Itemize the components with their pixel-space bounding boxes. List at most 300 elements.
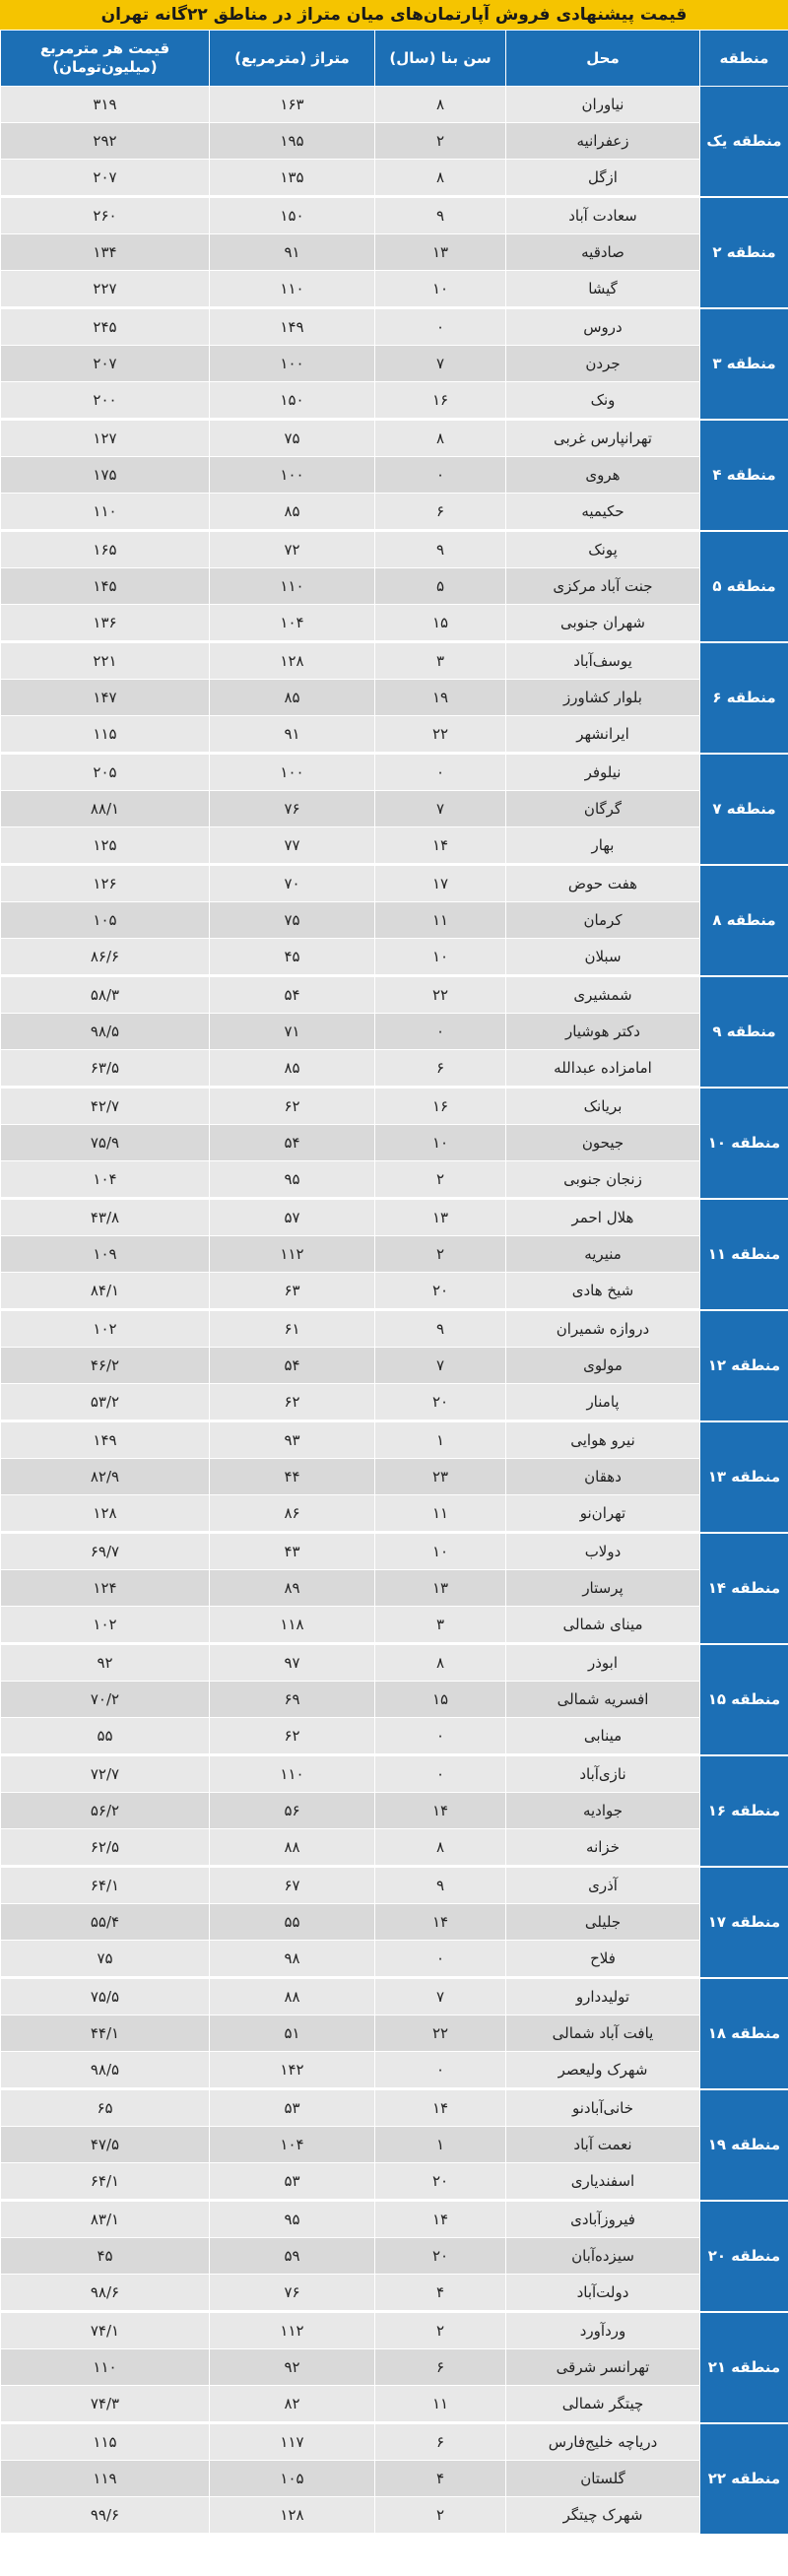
price-cell: ۱۲۴ bbox=[1, 1570, 210, 1607]
table-row bbox=[1, 87, 788, 123]
price-cell: ۷۰/۲ bbox=[1, 1682, 210, 1718]
place-cell: منیریه bbox=[506, 1236, 700, 1273]
place-cell: جنت آباد مرکزی bbox=[506, 568, 700, 605]
table-row bbox=[1, 1793, 788, 1829]
area-cell: ۵۹ bbox=[210, 2238, 375, 2275]
price-cell: ۵۳/۲ bbox=[1, 1384, 210, 1421]
age-cell: ۶ bbox=[375, 2423, 506, 2461]
place-cell: نیلوفر bbox=[506, 754, 700, 791]
area-cell: ۸۹ bbox=[210, 1570, 375, 1607]
price-cell: ۲۰۵ bbox=[1, 754, 210, 791]
place-cell: ونک bbox=[506, 382, 700, 420]
page-title: قیمت پیشنهادی فروش آپارتمان‌های میان متراژ در مناطق ۲۲گانه تهران bbox=[0, 0, 788, 30]
price-cell: ۱۱۵ bbox=[1, 2423, 210, 2461]
region-cell: منطقه ۲۰ bbox=[700, 2201, 788, 2312]
place-cell: خزانه bbox=[506, 1829, 700, 1867]
area-cell: ۶۷ bbox=[210, 1867, 375, 1904]
age-cell: ۲ bbox=[375, 1236, 506, 1273]
table-row bbox=[1, 2386, 788, 2423]
table-row bbox=[1, 827, 788, 865]
region-cell: منطقه یک bbox=[700, 87, 788, 197]
table-row bbox=[1, 754, 788, 791]
table-row bbox=[1, 2127, 788, 2163]
region-cell: منطقه ۱۷ bbox=[700, 1867, 788, 1978]
table-row bbox=[1, 1273, 788, 1310]
header-price-line2: (میلیون‌تومان) bbox=[52, 58, 158, 76]
area-cell: ۵۳ bbox=[210, 2089, 375, 2127]
price-cell: ۶۳/۵ bbox=[1, 1050, 210, 1088]
price-cell: ۹۲ bbox=[1, 1644, 210, 1682]
price-cell: ۷۲/۷ bbox=[1, 1755, 210, 1793]
place-cell: شیخ هادی bbox=[506, 1273, 700, 1310]
price-cell: ۵۵ bbox=[1, 1718, 210, 1755]
table-row bbox=[1, 2497, 788, 2535]
price-cell: ۲۲۷ bbox=[1, 271, 210, 308]
price-cell: ۱۰۲ bbox=[1, 1607, 210, 1644]
age-cell: ۸ bbox=[375, 160, 506, 197]
area-cell: ۵۳ bbox=[210, 2163, 375, 2201]
age-cell: ۱۰ bbox=[375, 939, 506, 976]
place-cell: دروازه شمیران bbox=[506, 1310, 700, 1348]
place-cell: وردآورد bbox=[506, 2312, 700, 2349]
age-cell: ۰ bbox=[375, 308, 506, 346]
price-cell: ۱۴۵ bbox=[1, 568, 210, 605]
place-cell: جردن bbox=[506, 346, 700, 382]
table-row bbox=[1, 976, 788, 1014]
price-cell: ۱۲۸ bbox=[1, 1495, 210, 1533]
region-cell: منطقه ۱۸ bbox=[700, 1978, 788, 2089]
region-cell: منطقه ۱۳ bbox=[700, 1421, 788, 1533]
price-cell: ۴۷/۵ bbox=[1, 2127, 210, 2163]
table-row bbox=[1, 1755, 788, 1793]
table-row bbox=[1, 1125, 788, 1161]
place-cell: زنجان جنوبی bbox=[506, 1161, 700, 1199]
place-cell: صادقیه bbox=[506, 234, 700, 271]
place-cell: دولاب bbox=[506, 1533, 700, 1570]
place-cell: جلیلی bbox=[506, 1904, 700, 1941]
table-row bbox=[1, 382, 788, 420]
table-row bbox=[1, 1014, 788, 1050]
place-cell: دهقان bbox=[506, 1459, 700, 1495]
area-cell: ۱۱۰ bbox=[210, 568, 375, 605]
place-cell: دکتر هوشیار bbox=[506, 1014, 700, 1050]
table-header-row bbox=[1, 31, 788, 87]
table-row bbox=[1, 1867, 788, 1904]
area-cell: ۷۶ bbox=[210, 791, 375, 827]
region-cell: منطقه ۲۱ bbox=[700, 2312, 788, 2423]
price-cell: ۱۲۷ bbox=[1, 420, 210, 457]
price-cell: ۶۵ bbox=[1, 2089, 210, 2127]
place-cell: امامزاده عبدالله bbox=[506, 1050, 700, 1088]
header-price-line1: قیمت هر مترمربع bbox=[39, 39, 170, 57]
age-cell: ۵ bbox=[375, 568, 506, 605]
age-cell: ۰ bbox=[375, 1941, 506, 1978]
place-cell: شمشیری bbox=[506, 976, 700, 1014]
area-cell: ۱۱۲ bbox=[210, 2312, 375, 2349]
age-cell: ۲ bbox=[375, 123, 506, 160]
area-cell: ۶۳ bbox=[210, 1273, 375, 1310]
age-cell: ۲۰ bbox=[375, 1384, 506, 1421]
area-cell: ۱۱۰ bbox=[210, 271, 375, 308]
area-cell: ۱۱۷ bbox=[210, 2423, 375, 2461]
age-cell: ۱۶ bbox=[375, 382, 506, 420]
table-body bbox=[1, 87, 788, 2535]
price-cell: ۲۰۷ bbox=[1, 160, 210, 197]
region-cell: منطقه ۲۲ bbox=[700, 2423, 788, 2535]
age-cell: ۱۴ bbox=[375, 1904, 506, 1941]
price-cell: ۱۳۴ bbox=[1, 234, 210, 271]
header-area: متراژ (مترمربع) bbox=[210, 31, 375, 87]
region-cell: منطقه ۱۶ bbox=[700, 1755, 788, 1867]
place-cell: یوسف‌آباد bbox=[506, 642, 700, 680]
area-cell: ۹۷ bbox=[210, 1644, 375, 1682]
price-cell: ۹۸/۶ bbox=[1, 2275, 210, 2312]
region-cell: منطقه ۱۰ bbox=[700, 1088, 788, 1199]
age-cell: ۲ bbox=[375, 2497, 506, 2535]
age-cell: ۲۰ bbox=[375, 2163, 506, 2201]
region-cell: منطقه ۲ bbox=[700, 197, 788, 308]
place-cell: ایرانشهر bbox=[506, 716, 700, 754]
age-cell: ۱۷ bbox=[375, 865, 506, 902]
area-cell: ۷۱ bbox=[210, 1014, 375, 1050]
area-cell: ۱۱۰ bbox=[210, 1755, 375, 1793]
place-cell: آذری bbox=[506, 1867, 700, 1904]
table-row bbox=[1, 2349, 788, 2386]
price-cell: ۸۴/۱ bbox=[1, 1273, 210, 1310]
table-row bbox=[1, 2201, 788, 2238]
age-cell: ۲۲ bbox=[375, 716, 506, 754]
area-cell: ۱۰۰ bbox=[210, 754, 375, 791]
area-cell: ۱۶۳ bbox=[210, 87, 375, 123]
age-cell: ۱ bbox=[375, 2127, 506, 2163]
area-cell: ۱۲۸ bbox=[210, 2497, 375, 2535]
table-row bbox=[1, 308, 788, 346]
table-row bbox=[1, 1533, 788, 1570]
price-cell: ۱۱۰ bbox=[1, 494, 210, 531]
place-cell: ازگل bbox=[506, 160, 700, 197]
price-cell: ۷۵/۵ bbox=[1, 1978, 210, 2015]
table-row bbox=[1, 1644, 788, 1682]
table-row bbox=[1, 1236, 788, 1273]
price-cell: ۱۲۶ bbox=[1, 865, 210, 902]
price-cell: ۳۱۹ bbox=[1, 87, 210, 123]
age-cell: ۹ bbox=[375, 531, 506, 568]
area-cell: ۵۱ bbox=[210, 2015, 375, 2052]
header-price bbox=[1, 31, 210, 87]
table-row bbox=[1, 2423, 788, 2461]
area-cell: ۷۲ bbox=[210, 531, 375, 568]
age-cell: ۶ bbox=[375, 1050, 506, 1088]
age-cell: ۶ bbox=[375, 2349, 506, 2386]
table-row bbox=[1, 605, 788, 642]
area-cell: ۹۸ bbox=[210, 1941, 375, 1978]
age-cell: ۲ bbox=[375, 2312, 506, 2349]
area-cell: ۱۰۰ bbox=[210, 346, 375, 382]
area-cell: ۹۱ bbox=[210, 234, 375, 271]
age-cell: ۱۴ bbox=[375, 827, 506, 865]
place-cell: دولت‌آباد bbox=[506, 2275, 700, 2312]
age-cell: ۴ bbox=[375, 2275, 506, 2312]
region-cell: منطقه ۱۵ bbox=[700, 1644, 788, 1755]
age-cell: ۱۰ bbox=[375, 1533, 506, 1570]
price-cell: ۸۶/۶ bbox=[1, 939, 210, 976]
price-cell: ۷۴/۳ bbox=[1, 2386, 210, 2423]
place-cell: شهرک ولیعصر bbox=[506, 2052, 700, 2089]
place-cell: پونک bbox=[506, 531, 700, 568]
area-cell: ۱۳۵ bbox=[210, 160, 375, 197]
age-cell: ۰ bbox=[375, 754, 506, 791]
age-cell: ۲ bbox=[375, 1161, 506, 1199]
price-cell: ۴۳/۸ bbox=[1, 1199, 210, 1236]
age-cell: ۰ bbox=[375, 1014, 506, 1050]
price-cell: ۶۴/۱ bbox=[1, 2163, 210, 2201]
table-row bbox=[1, 1941, 788, 1978]
price-cell: ۱۰۴ bbox=[1, 1161, 210, 1199]
area-cell: ۶۲ bbox=[210, 1088, 375, 1125]
area-cell: ۶۲ bbox=[210, 1718, 375, 1755]
table-row bbox=[1, 531, 788, 568]
place-cell: سعادت آباد bbox=[506, 197, 700, 234]
area-cell: ۱۴۲ bbox=[210, 2052, 375, 2089]
price-cell: ۵۵/۴ bbox=[1, 1904, 210, 1941]
age-cell: ۷ bbox=[375, 791, 506, 827]
table-row bbox=[1, 2163, 788, 2201]
place-cell: فیروزآبادی bbox=[506, 2201, 700, 2238]
table-row bbox=[1, 2015, 788, 2052]
age-cell: ۷ bbox=[375, 1348, 506, 1384]
place-cell: بهار bbox=[506, 827, 700, 865]
table-row bbox=[1, 2461, 788, 2497]
price-cell: ۱۷۵ bbox=[1, 457, 210, 494]
region-cell: منطقه ۶ bbox=[700, 642, 788, 754]
price-cell: ۷۵/۹ bbox=[1, 1125, 210, 1161]
price-cell: ۹۹/۶ bbox=[1, 2497, 210, 2535]
age-cell: ۱۴ bbox=[375, 2089, 506, 2127]
area-cell: ۵۶ bbox=[210, 1793, 375, 1829]
region-cell: منطقه ۸ bbox=[700, 865, 788, 976]
age-cell: ۸ bbox=[375, 87, 506, 123]
price-cell: ۲۰۰ bbox=[1, 382, 210, 420]
table-row bbox=[1, 2312, 788, 2349]
area-cell: ۴۴ bbox=[210, 1459, 375, 1495]
area-cell: ۷۵ bbox=[210, 420, 375, 457]
age-cell: ۲۰ bbox=[375, 1273, 506, 1310]
table-row bbox=[1, 271, 788, 308]
price-cell: ۴۲/۷ bbox=[1, 1088, 210, 1125]
price-cell: ۲۴۵ bbox=[1, 308, 210, 346]
region-cell: منطقه ۱۱ bbox=[700, 1199, 788, 1310]
price-cell: ۷۵ bbox=[1, 1941, 210, 1978]
table-row bbox=[1, 568, 788, 605]
age-cell: ۲۲ bbox=[375, 2015, 506, 2052]
place-cell: پرستار bbox=[506, 1570, 700, 1607]
price-cell: ۶۹/۷ bbox=[1, 1533, 210, 1570]
header-place: محل bbox=[506, 31, 700, 87]
price-cell: ۹۸/۵ bbox=[1, 1014, 210, 1050]
table-row bbox=[1, 457, 788, 494]
age-cell: ۱۴ bbox=[375, 2201, 506, 2238]
age-cell: ۱۱ bbox=[375, 1495, 506, 1533]
price-cell: ۷۴/۱ bbox=[1, 2312, 210, 2349]
place-cell: نیاوران bbox=[506, 87, 700, 123]
region-cell: منطقه ۱۲ bbox=[700, 1310, 788, 1421]
area-cell: ۸۵ bbox=[210, 680, 375, 716]
price-cell: ۱۴۷ bbox=[1, 680, 210, 716]
age-cell: ۰ bbox=[375, 457, 506, 494]
price-cell: ۴۵ bbox=[1, 2238, 210, 2275]
price-cell: ۲۲۱ bbox=[1, 642, 210, 680]
area-cell: ۹۵ bbox=[210, 2201, 375, 2238]
area-cell: ۱۰۴ bbox=[210, 2127, 375, 2163]
place-cell: چیتگر شمالی bbox=[506, 2386, 700, 2423]
area-cell: ۱۵۰ bbox=[210, 197, 375, 234]
age-cell: ۱۱ bbox=[375, 2386, 506, 2423]
table-row bbox=[1, 1459, 788, 1495]
price-cell: ۱۰۵ bbox=[1, 902, 210, 939]
age-cell: ۹ bbox=[375, 197, 506, 234]
area-cell: ۱۴۹ bbox=[210, 308, 375, 346]
table-row bbox=[1, 2275, 788, 2312]
table-row bbox=[1, 1199, 788, 1236]
place-cell: هفت حوض bbox=[506, 865, 700, 902]
price-cell: ۸۳/۱ bbox=[1, 2201, 210, 2238]
age-cell: ۸ bbox=[375, 1644, 506, 1682]
region-cell: منطقه ۵ bbox=[700, 531, 788, 642]
table-row bbox=[1, 1570, 788, 1607]
area-cell: ۷۵ bbox=[210, 902, 375, 939]
place-cell: تولیددارو bbox=[506, 1978, 700, 2015]
price-cell: ۱۲۵ bbox=[1, 827, 210, 865]
table-row bbox=[1, 123, 788, 160]
table-row bbox=[1, 197, 788, 234]
place-cell: پامنار bbox=[506, 1384, 700, 1421]
table-row bbox=[1, 1495, 788, 1533]
area-cell: ۱۰۰ bbox=[210, 457, 375, 494]
table-row bbox=[1, 939, 788, 976]
place-cell: تهرانپارس غربی bbox=[506, 420, 700, 457]
area-cell: ۱۰۵ bbox=[210, 2461, 375, 2497]
area-cell: ۵۵ bbox=[210, 1904, 375, 1941]
place-cell: تهرانسر شرقی bbox=[506, 2349, 700, 2386]
age-cell: ۰ bbox=[375, 1755, 506, 1793]
area-cell: ۹۳ bbox=[210, 1421, 375, 1459]
price-cell: ۵۶/۲ bbox=[1, 1793, 210, 1829]
price-table bbox=[0, 30, 788, 2536]
region-cell: منطقه ۹ bbox=[700, 976, 788, 1088]
area-cell: ۵۴ bbox=[210, 1348, 375, 1384]
place-cell: بلوار کشاورز bbox=[506, 680, 700, 716]
price-cell: ۲۹۲ bbox=[1, 123, 210, 160]
header-region: منطقه bbox=[700, 31, 788, 87]
table-row bbox=[1, 1050, 788, 1088]
area-cell: ۹۱ bbox=[210, 716, 375, 754]
table-row bbox=[1, 494, 788, 531]
table-row bbox=[1, 2089, 788, 2127]
region-cell: منطقه ۷ bbox=[700, 754, 788, 865]
place-cell: شهرک چیتگر bbox=[506, 2497, 700, 2535]
age-cell: ۱۳ bbox=[375, 1199, 506, 1236]
table-row bbox=[1, 420, 788, 457]
area-cell: ۸۸ bbox=[210, 1829, 375, 1867]
place-cell: دروس bbox=[506, 308, 700, 346]
table-row bbox=[1, 791, 788, 827]
age-cell: ۱۳ bbox=[375, 1570, 506, 1607]
area-cell: ۱۵۰ bbox=[210, 382, 375, 420]
table-row bbox=[1, 2052, 788, 2089]
price-cell: ۱۱۰ bbox=[1, 2349, 210, 2386]
place-cell: بریانک bbox=[506, 1088, 700, 1125]
region-cell: منطقه ۴ bbox=[700, 420, 788, 531]
age-cell: ۶ bbox=[375, 494, 506, 531]
area-cell: ۴۵ bbox=[210, 939, 375, 976]
table-row bbox=[1, 865, 788, 902]
place-cell: اسفندیاری bbox=[506, 2163, 700, 2201]
age-cell: ۸ bbox=[375, 420, 506, 457]
age-cell: ۱۵ bbox=[375, 605, 506, 642]
price-cell: ۲۶۰ bbox=[1, 197, 210, 234]
area-cell: ۶۹ bbox=[210, 1682, 375, 1718]
table-row bbox=[1, 1829, 788, 1867]
table-row bbox=[1, 1978, 788, 2015]
age-cell: ۱۰ bbox=[375, 271, 506, 308]
place-cell: سیزده‌آبان bbox=[506, 2238, 700, 2275]
age-cell: ۱۱ bbox=[375, 902, 506, 939]
age-cell: ۱۴ bbox=[375, 1793, 506, 1829]
price-cell: ۱۱۵ bbox=[1, 716, 210, 754]
area-cell: ۷۶ bbox=[210, 2275, 375, 2312]
place-cell: گلستان bbox=[506, 2461, 700, 2497]
age-cell: ۷ bbox=[375, 346, 506, 382]
table-row bbox=[1, 1161, 788, 1199]
area-cell: ۸۸ bbox=[210, 1978, 375, 2015]
price-cell: ۱۶۵ bbox=[1, 531, 210, 568]
place-cell: خانی‌آبادنو bbox=[506, 2089, 700, 2127]
price-cell: ۶۴/۱ bbox=[1, 1867, 210, 1904]
age-cell: ۹ bbox=[375, 1867, 506, 1904]
region-cell: منطقه ۱۹ bbox=[700, 2089, 788, 2201]
area-cell: ۶۲ bbox=[210, 1384, 375, 1421]
area-cell: ۱۲۸ bbox=[210, 642, 375, 680]
age-cell: ۱۶ bbox=[375, 1088, 506, 1125]
age-cell: ۰ bbox=[375, 2052, 506, 2089]
age-cell: ۸ bbox=[375, 1829, 506, 1867]
price-cell: ۱۳۶ bbox=[1, 605, 210, 642]
age-cell: ۳ bbox=[375, 642, 506, 680]
price-cell: ۲۰۷ bbox=[1, 346, 210, 382]
price-cell: ۸۸/۱ bbox=[1, 791, 210, 827]
price-cell: ۱۰۲ bbox=[1, 1310, 210, 1348]
place-cell: گرگان bbox=[506, 791, 700, 827]
place-cell: یافت آباد شمالی bbox=[506, 2015, 700, 2052]
region-cell: منطقه ۱۴ bbox=[700, 1533, 788, 1644]
area-cell: ۴۳ bbox=[210, 1533, 375, 1570]
place-cell: هروی bbox=[506, 457, 700, 494]
price-cell: ۶۲/۵ bbox=[1, 1829, 210, 1867]
age-cell: ۹ bbox=[375, 1310, 506, 1348]
price-cell: ۹۸/۵ bbox=[1, 2052, 210, 2089]
price-cell: ۱۴۹ bbox=[1, 1421, 210, 1459]
area-cell: ۱۹۵ bbox=[210, 123, 375, 160]
place-cell: نعمت آباد bbox=[506, 2127, 700, 2163]
table-row bbox=[1, 234, 788, 271]
price-cell: ۴۶/۲ bbox=[1, 1348, 210, 1384]
table-row bbox=[1, 160, 788, 197]
place-cell: نازی‌آباد bbox=[506, 1755, 700, 1793]
place-cell: ابوذر bbox=[506, 1644, 700, 1682]
place-cell: جوادیه bbox=[506, 1793, 700, 1829]
area-cell: ۸۶ bbox=[210, 1495, 375, 1533]
table-row bbox=[1, 716, 788, 754]
